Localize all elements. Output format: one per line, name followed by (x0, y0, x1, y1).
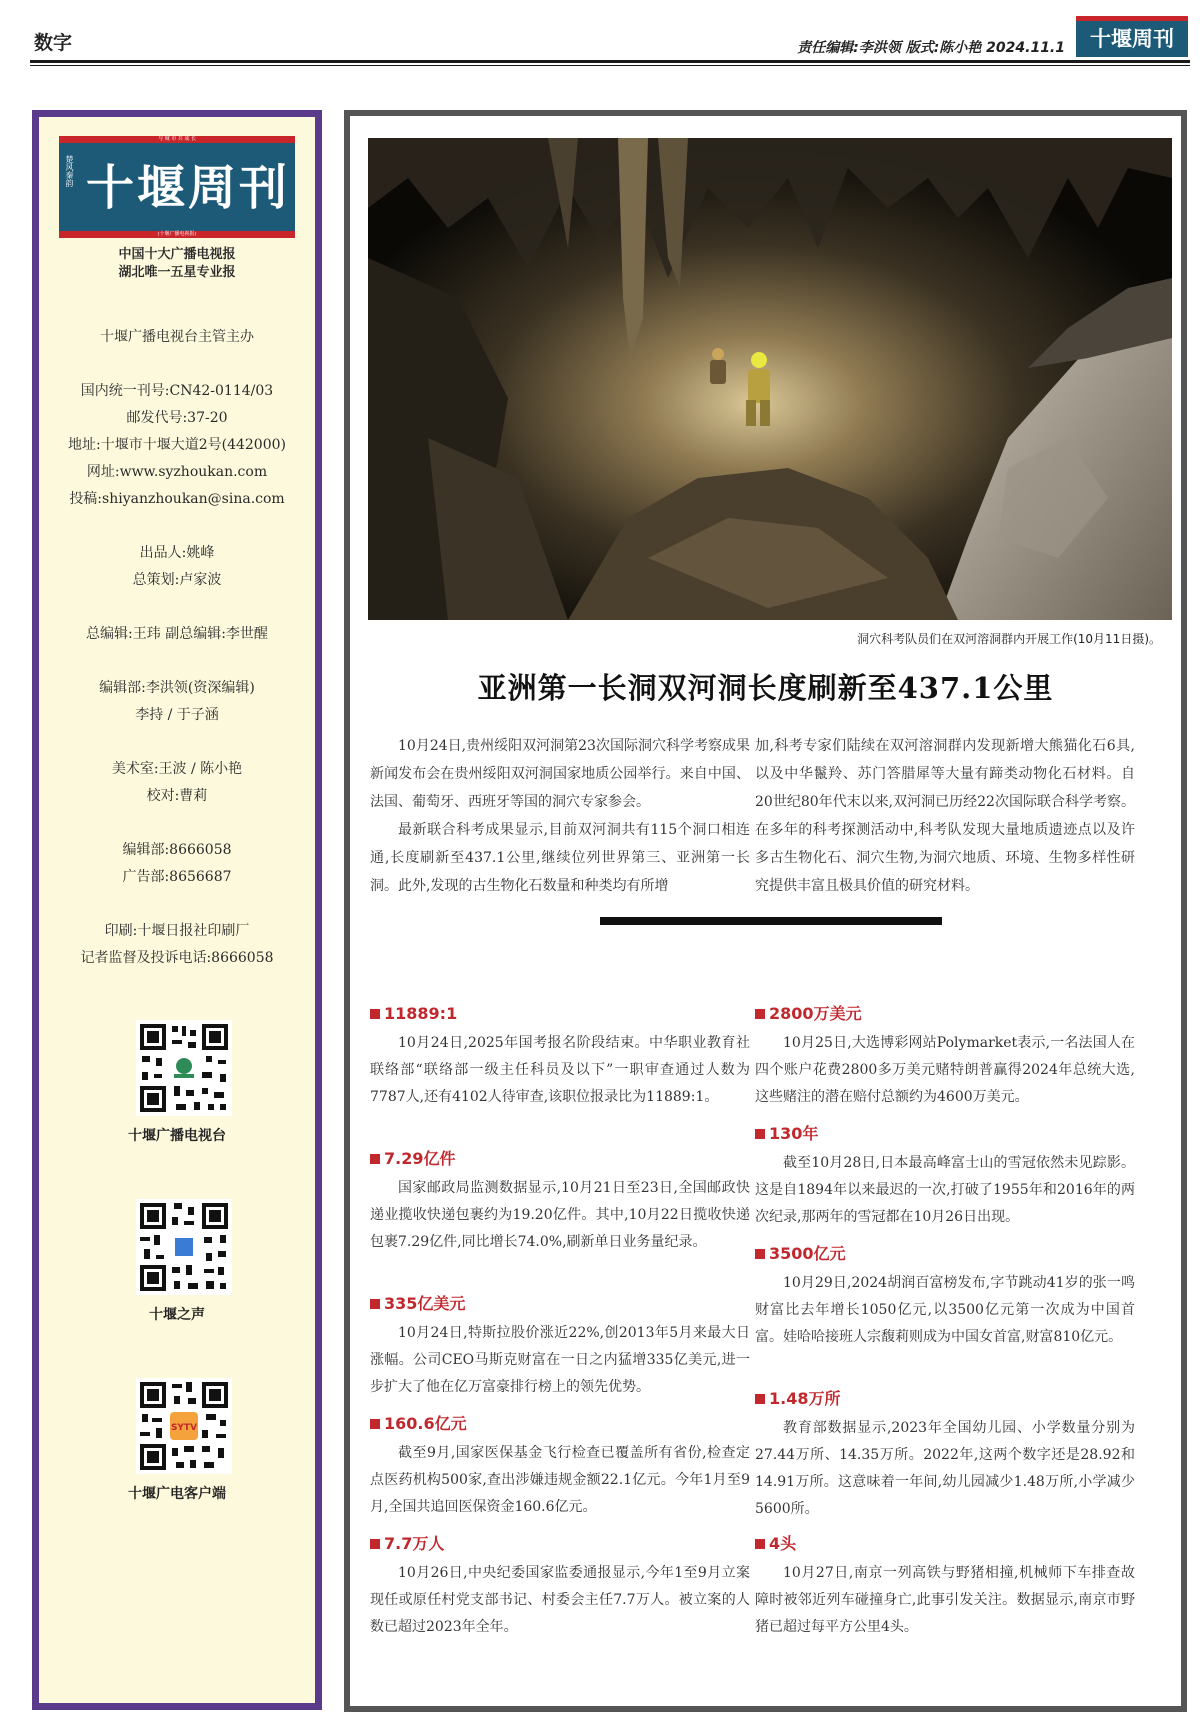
news-title (755, 1387, 1135, 1411)
info-line: 网址:www.syzhoukan.com (86, 464, 268, 480)
news-item (755, 1002, 1135, 1111)
news-text: 截至10月28日,日本最高峰富士山的雪冠依然未见踪影。这是自1894年以来最迟的一次,打破了1955年和2016年的两次纪录,那两年的雪冠都在10月26日出现。 (755, 1155, 1135, 1225)
masthead-side-text: 楚风秦韵 (65, 155, 74, 187)
news-title (755, 1122, 1135, 1146)
info-line: 邮发代号:37-20 (126, 410, 228, 426)
qr-code-app[interactable] (136, 1378, 232, 1474)
news-text: 10月29日,2024胡润百富榜发布,字节跳动41岁的张一鸣财富比去年增长1050亿元,以3500亿元第一次成为中国首富。娃哈哈接班人宗馥莉则成为中国女首富,财富810亿元。 (755, 1275, 1135, 1345)
news-text: 10月24日,特斯拉股价涨近22%,创2013年5月来最大日涨幅。公司CEO马斯克财富在一日之内猛增335亿美元,进一步扩大了他在亿万富豪排行榜上的领先优势。 (370, 1325, 750, 1395)
news-title (370, 1292, 750, 1316)
staff-line: 编辑部:李洪领(资深编辑) (99, 680, 255, 696)
header-rule (30, 60, 1190, 63)
lead-paragraph: 加,科考专家们陆续在双河溶洞群内发现新增大熊猫化石6具,以及中华鬣羚、苏门答腊犀等大量有蹄类动物化石材料。自20世纪80年代末以来,双河洞已历经22次国际联合科学考察。在多年的科考探测活动中,科考队发现大量地质遗迹点以及许多古生物化石、洞穴生物,为洞穴地质、环境、生物多样性研究提供丰富且极具价值的研究材料。 (755, 738, 1135, 894)
news-title-text: 335亿美元 (384, 1294, 466, 1313)
phone-line: 编辑部:8666058 (122, 842, 232, 858)
photo-caption: 洞穴科考队员们在双河溶洞群内开展工作(10月11日摄)。 (857, 632, 1161, 646)
sponsor: 十堰广播电视台主管主办 (100, 329, 254, 345)
bullet-square-icon (370, 1419, 380, 1429)
news-title (370, 1147, 750, 1171)
news-title-text: 11889:1 (384, 1004, 458, 1023)
masthead-title: 十堰周刊 (85, 160, 290, 216)
sidebar-panel (32, 110, 322, 1710)
qr-code-radio[interactable] (136, 1199, 232, 1295)
qr-code-tv-station[interactable] (136, 1020, 232, 1116)
news-item (755, 1387, 1135, 1523)
bullet-square-icon (370, 1299, 380, 1309)
headline: 亚洲第一长洞双河洞长度刷新至437.1公里 (477, 671, 1054, 705)
news-title (755, 1002, 1135, 1026)
sytv-badge-text: SYTV (170, 1423, 198, 1433)
news-text: 10月24日,2025年国考报名阶段结束。中华职业教育社联络部“联络部一级主任科员及以下”一职审查通过人数为7787人,还有4102人待审查,该职位报录比为11889:1。 (370, 1035, 750, 1105)
news-title-text: 2800万美元 (769, 1004, 862, 1023)
lead-column-right (755, 732, 1135, 900)
news-title-text: 7.29亿件 (384, 1149, 456, 1168)
news-item (755, 1532, 1135, 1641)
masthead (59, 136, 295, 238)
news-title-text: 1.48万所 (769, 1389, 841, 1408)
lead-paragraph: 10月24日,贵州绥阳双河洞第23次国际洞穴科学考察成果新闻发布会在贵州绥阳双河洞国家地质公园举行。来自中国、法国、葡萄牙、西班牙等国的洞穴专家参会。 (370, 738, 750, 810)
bullet-square-icon (755, 1009, 765, 1019)
news-item (755, 1122, 1135, 1231)
staff-line: 总编辑:王玮 副总编辑:李世醒 (86, 626, 268, 642)
slogan-1: 中国十大广播电视报 (118, 247, 236, 262)
qr-label: 十堰之声 (149, 1307, 205, 1323)
news-title-text: 4头 (769, 1534, 797, 1553)
staff-line: 出品人:姚峰 (139, 545, 215, 561)
staff-line: 校对:曹莉 (146, 788, 208, 804)
section-divider (600, 917, 942, 925)
news-text: 10月25日,大选博彩网站Polymarket表示,一名法国人在四个账户花费2800多万美元赌特朗普赢得2024年总统大选,这些赌注的潜在赔付总额约为4600万美元。 (755, 1035, 1135, 1105)
news-item (370, 1532, 750, 1641)
bullet-square-icon (755, 1249, 765, 1259)
news-text: 截至9月,国家医保基金飞行检查已覆盖所有省份,检查定点医药机构500家,查出涉嫌违规金额22.1亿元。今年1月至9月,全国共追回医保资金160.6亿元。 (370, 1445, 750, 1515)
news-title (755, 1532, 1135, 1556)
news-title-text: 160.6亿元 (384, 1414, 467, 1433)
qr-label: 十堰广播电视台 (128, 1128, 226, 1144)
info-line: 国内统一刊号:CN42-0114/03 (80, 383, 274, 399)
phone-line: 广告部:8656687 (122, 869, 232, 885)
news-text: 国家邮政局监测数据显示,10月21日至23日,全国邮政快递业揽收快递包裹约为19.20亿件。其中,10月22日揽收快递包裹7.29亿件,同比增长74.0%,刷新单日业务量纪录。 (370, 1180, 750, 1250)
news-item (755, 1242, 1135, 1351)
bullet-square-icon (370, 1009, 380, 1019)
news-item (370, 1002, 750, 1111)
staff-line: 总策划:卢家波 (132, 572, 222, 588)
staff-line: 李持 / 于子涵 (135, 707, 219, 723)
news-title-text: 7.7万人 (384, 1534, 445, 1553)
bullet-square-icon (755, 1539, 765, 1549)
news-text: 10月27日,南京一列高铁与野猪相撞,机械师下车排查故障时被邻近列车碰撞身亡,此事引发关注。数据显示,南京市野猪已超过每平方公里4头。 (755, 1565, 1135, 1635)
header-logo: 十堰周刊 (1076, 16, 1188, 57)
news-item (370, 1412, 750, 1521)
main-panel (344, 110, 1187, 1712)
section-title: 数字 (34, 32, 73, 54)
news-title (370, 1412, 750, 1436)
info-line: 地址:十堰市十堰大道2号(442000) (68, 437, 286, 453)
news-title (370, 1532, 750, 1556)
lead-paragraph: 最新联合科考成果显示,目前双河洞共有115个洞口相连通,长度刷新至437.1公里,继续位列世界第三、亚洲第一长洞。此外,发现的古生物化石数量和种类均有所增 (370, 822, 750, 894)
bullet-square-icon (370, 1539, 380, 1549)
qr-label: 十堰广电客户端 (128, 1486, 226, 1502)
news-title (755, 1242, 1135, 1266)
news-text: 教育部数据显示,2023年全国幼儿园、小学数量分别为27.44万所、14.35万所。2022年,这两个数字还是28.92和14.91万所。这意味着一年间,幼儿园减少1.48万所,小学减少5600所。 (755, 1420, 1135, 1517)
news-title-text: 3500亿元 (769, 1244, 846, 1263)
staff-line: 美术室:王波 / 陈小艳 (111, 761, 243, 777)
news-title-text: 130年 (769, 1124, 819, 1143)
masthead-top-strip: 与 城 市 共 成 长 (158, 136, 196, 142)
news-item (370, 1292, 750, 1401)
news-title (370, 1002, 750, 1026)
bullet-square-icon (755, 1394, 765, 1404)
info-line: 投稿:shiyanzhoukan@sina.com (69, 491, 285, 507)
bullet-square-icon (370, 1154, 380, 1164)
masthead-bottom-strip: (十堰广播电视报) (157, 231, 197, 237)
header-rule-thin (30, 65, 1190, 66)
lead-column-left (370, 732, 750, 900)
news-text: 10月26日,中央纪委国家监委通报显示,今年1至9月立案现任或原任村党支部书记、村委会主任7.7万人。被立案的人数已超过2023年全年。 (370, 1565, 750, 1635)
print-line: 记者监督及投诉电话:8666058 (80, 950, 274, 966)
bullet-square-icon (755, 1129, 765, 1139)
slogan-2: 湖北唯一五星专业报 (118, 265, 236, 280)
print-line: 印刷:十堰日报社印刷厂 (104, 923, 250, 939)
editor-meta: 责任编辑:李洪领 版式:陈小艳 2024.11.1 (797, 40, 1065, 56)
news-item (370, 1147, 750, 1256)
cave-photo (368, 138, 1172, 620)
